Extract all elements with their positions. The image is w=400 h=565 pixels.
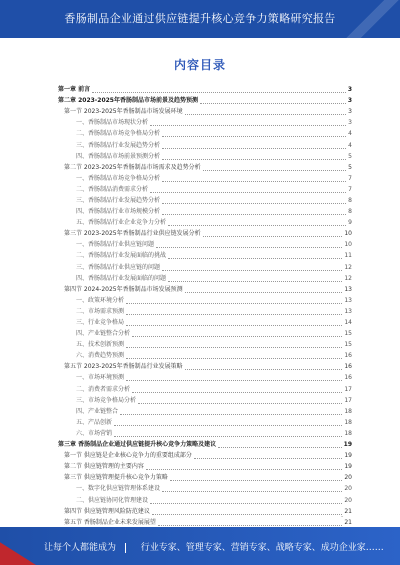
toc-entry[interactable] [58, 461, 352, 472]
toc-entry[interactable] [58, 439, 352, 450]
toc-page-number: 7 [348, 174, 352, 182]
toc-entry[interactable] [58, 228, 352, 239]
toc-page-number: 21 [344, 507, 352, 515]
toc-entry[interactable] [58, 339, 352, 350]
toc-page-number: 19 [344, 463, 352, 471]
toc-page-number: 5 [348, 152, 352, 160]
toc-entry-text: 三、市场竞争格局分析 [76, 396, 137, 404]
toc-leader-dots [203, 230, 343, 237]
toc-page-number: 10 [344, 230, 352, 238]
toc-entry-text: 六、消费趋势预测 [76, 352, 125, 360]
toc-entry-text: 一、数字化供应链管理体系建设 [76, 485, 161, 493]
toc-page-number: 20 [344, 496, 352, 504]
toc-page-number: 16 [344, 352, 352, 360]
toc-entry[interactable] [58, 117, 352, 128]
toc-entry-text: 五、技术创新预测 [76, 341, 125, 349]
toc-entry-text: 第三章 香肠制品企业通过供应链提升核心竞争力策略及建议 [58, 441, 217, 449]
toc-leader-dots [162, 197, 346, 204]
toc-entry-text: 二、香肠制品市场竞争格局分析 [76, 130, 161, 138]
toc-entry-text: 二、消费者需求分析 [76, 385, 131, 393]
toc-leader-dots [168, 275, 342, 282]
toc-page-number: 13 [344, 285, 352, 293]
toc-page-number: 13 [344, 296, 352, 304]
toc-entry-text: 四、香肠制品市场前景预测分析 [76, 152, 161, 160]
toc-entry[interactable] [58, 295, 352, 306]
toc-entry[interactable] [58, 450, 352, 461]
toc-entry-text: 第二章 2023-2025年香肠制品市场前景及趋势预测 [58, 97, 198, 105]
toc-page-number: 10 [344, 241, 352, 249]
toc-entry[interactable] [58, 239, 352, 250]
toc-entry-text: 第五节 香肠制品企业未来发展展望 [64, 518, 156, 526]
toc-page-number: 15 [344, 341, 352, 349]
toc-entry[interactable] [58, 106, 352, 117]
toc-leader-dots [126, 308, 342, 315]
toc-entry[interactable] [58, 361, 352, 372]
toc-page-number: 12 [344, 274, 352, 282]
toc-leader-dots [138, 397, 342, 404]
toc-entry-text: 二、供应链协同化管理建设 [76, 496, 149, 504]
toc-leader-dots [126, 297, 342, 304]
toc-entry-text: 第三节 2023-2025年香肠制品行业供应链发展分析 [64, 230, 201, 238]
footer-banner [0, 527, 400, 565]
toc-page-number: 17 [344, 385, 352, 393]
toc-leader-dots [150, 186, 346, 193]
toc-leader-dots [114, 430, 342, 437]
toc-leader-dots [152, 508, 342, 515]
toc-entry-text: 三、香肠制品行业发展趋势分析 [76, 141, 161, 149]
toc-page-number: 18 [344, 407, 352, 415]
toc-entry-text: 二、市场需求预测 [76, 307, 125, 315]
toc-entry[interactable] [58, 372, 352, 383]
report-header [0, 0, 400, 38]
toc-entry-text: 六、市场营销 [76, 429, 113, 437]
toc-entry-text: 第一节 供应链是企业核心竞争力的重要组成部分 [64, 452, 192, 460]
toc-entry-text: 四、产业链整合 [76, 407, 119, 415]
toc-page-number: 14 [344, 319, 352, 327]
toc-entry-text: 二、香肠制品消费需求分析 [76, 185, 149, 193]
toc-entry-text: 四、香肠制品行业发展面临的问题 [76, 274, 167, 282]
toc-entry-text: 第一节 2023-2025年香肠制品市场发展环境 [64, 108, 183, 116]
toc-entry[interactable] [58, 395, 352, 406]
toc-leader-dots [218, 441, 342, 448]
toc-title: 内容目录 [173, 58, 226, 72]
toc-entry[interactable] [58, 95, 352, 106]
toc-leader-dots [126, 341, 342, 348]
toc-page-number: 8 [348, 208, 352, 216]
toc-leader-dots [162, 208, 346, 215]
footer-accent [0, 527, 36, 565]
footer-lead: 让每个人都能成为 [44, 543, 117, 553]
toc-page-number: 19 [344, 452, 352, 460]
toc-leader-dots [132, 386, 342, 393]
toc-entry-text: 三、香肠制品行业发展趋势分析 [76, 196, 161, 204]
toc-page-number: 16 [344, 374, 352, 382]
toc-leader-dots [185, 286, 343, 293]
toc-entry[interactable] [58, 84, 352, 95]
toc-page-number: 21 [344, 518, 352, 526]
toc-entry-text: 二、香肠制品行业发展面临的挑战 [76, 252, 167, 260]
toc-page-number: 3 [347, 97, 352, 105]
toc-entry-text: 一、香肠制品市场竞争格局分析 [76, 174, 161, 182]
toc-entry[interactable] [58, 139, 352, 150]
toc-leader-dots [156, 241, 342, 248]
toc-entry[interactable] [58, 483, 352, 494]
toc-leader-dots [150, 497, 342, 504]
page-marker: - [341, 513, 344, 520]
toc-leader-dots [146, 463, 342, 470]
footer-divider [125, 543, 132, 553]
toc-entry-text: 第四节 供应链管理风险防范建议 [64, 507, 150, 515]
toc-leader-dots [162, 485, 342, 492]
toc-page-number: 12 [344, 263, 352, 271]
toc-entry[interactable] [58, 206, 352, 217]
toc-page-number: 4 [348, 141, 352, 149]
toc-entry-text: 第五节 2023-2025年香肠制品行业发展策略 [64, 363, 183, 371]
toc-leader-dots [150, 119, 346, 126]
toc-page-number: 3 [348, 119, 352, 127]
toc-page-number: 18 [344, 429, 352, 437]
toc-leader-dots [162, 130, 346, 137]
toc-entry[interactable] [58, 406, 352, 417]
toc-leader-dots [170, 474, 342, 481]
report-title: 香肠制品企业通过供应链提升核心竞争力策略研究报告 [64, 12, 336, 25]
toc-page-number: 18 [344, 418, 352, 426]
toc-entry[interactable] [58, 494, 352, 505]
toc-page-number: 3 [348, 108, 352, 116]
toc-entry[interactable] [58, 384, 352, 395]
toc-entry[interactable] [58, 328, 352, 339]
toc-leader-dots [126, 319, 342, 326]
toc-entry-text: 第四节 2024-2025年香肠制品市场发展预测 [64, 285, 183, 293]
toc-leader-dots [168, 219, 346, 226]
toc-page-number: 11 [344, 252, 352, 260]
toc-entry[interactable] [58, 162, 352, 173]
toc-page-number: 16 [344, 363, 352, 371]
toc-page-number: 19 [343, 441, 352, 449]
toc-entry-text: 四、产业链整合分析 [76, 330, 131, 338]
toc-entry[interactable] [58, 317, 352, 328]
toc-leader-dots [185, 363, 343, 370]
footer-slogan [44, 540, 384, 553]
toc-entry[interactable] [58, 306, 352, 317]
toc-page-number: 17 [344, 396, 352, 404]
toc-leader-dots [162, 264, 342, 271]
toc-entry[interactable] [58, 195, 352, 206]
toc-leader-dots [162, 142, 346, 149]
toc-entry-text: 三、香肠制品行业供应链的问题 [76, 263, 161, 271]
toc-entry-text: 三、行业竞争格局 [76, 319, 125, 327]
toc-entry-text: 第二节 2023-2025年香肠制品市场需求及趋势分析 [64, 163, 201, 171]
toc-page-number: 13 [344, 307, 352, 315]
toc-leader-dots [194, 452, 342, 459]
toc-leader-dots [92, 86, 346, 93]
toc-leader-dots [120, 408, 342, 415]
toc-entry[interactable] [58, 173, 352, 184]
toc-leader-dots [162, 153, 346, 160]
toc-entry-text: 第二节 供应链管理的主要内容 [64, 463, 144, 471]
toc-entry[interactable] [58, 417, 352, 428]
toc-entry-text: 第一章 前言 [58, 86, 91, 94]
toc-leader-dots [126, 374, 342, 381]
toc-leader-dots [126, 352, 342, 359]
toc-leader-dots [114, 419, 342, 426]
toc-entry-text: 一、政策环境分析 [76, 296, 125, 304]
toc-page-number: 20 [344, 474, 352, 482]
toc-entry-text: 第三节 供应链管理提升核心竞争力策略 [64, 474, 168, 482]
toc-leader-dots [168, 252, 342, 259]
toc-entry[interactable] [58, 284, 352, 295]
toc-entry[interactable] [58, 350, 352, 361]
toc-page-number: 7 [348, 185, 352, 193]
toc-page-number: 8 [348, 196, 352, 204]
footer-tagline: 行业专家、管理专家、营销专家、战略专家、成功企业家…… [140, 543, 384, 553]
toc-leader-dots [132, 330, 342, 337]
toc-entry[interactable] [58, 506, 352, 517]
toc-entry-text: 一、香肠制品市场现状分析 [76, 119, 149, 127]
toc-page-number: 4 [348, 130, 352, 138]
toc-page-number: 3 [347, 86, 352, 94]
toc-entry[interactable] [58, 217, 352, 228]
toc-leader-dots [185, 108, 347, 115]
toc-entry[interactable] [58, 273, 352, 284]
toc-entry-text: 五、香肠制品行业企业竞争力分析 [76, 219, 167, 227]
table-of-contents [58, 84, 352, 528]
toc-entry-text: 四、香肠制品行业市场规模分析 [76, 208, 161, 216]
toc-page-number: 9 [348, 219, 352, 227]
toc-entry[interactable] [58, 250, 352, 261]
toc-entry[interactable] [58, 128, 352, 139]
toc-page-number: 20 [344, 485, 352, 493]
toc-entry[interactable] [58, 472, 352, 483]
toc-page-number: 5 [348, 163, 352, 171]
toc-entry[interactable] [58, 184, 352, 195]
toc-leader-dots [203, 164, 347, 171]
toc-entry[interactable] [58, 428, 352, 439]
toc-entry[interactable] [58, 262, 352, 273]
toc-page-number: 15 [344, 330, 352, 338]
toc-entry-text: 一、香肠制品行业供应链问题 [76, 241, 155, 249]
toc-entry[interactable] [58, 151, 352, 162]
toc-entry-text: 五、产品创新 [76, 418, 113, 426]
toc-entry-text: 一、市场环境预测 [76, 374, 125, 382]
toc-leader-dots [200, 97, 346, 104]
toc-leader-dots [162, 175, 346, 182]
toc-leader-dots [158, 519, 342, 526]
